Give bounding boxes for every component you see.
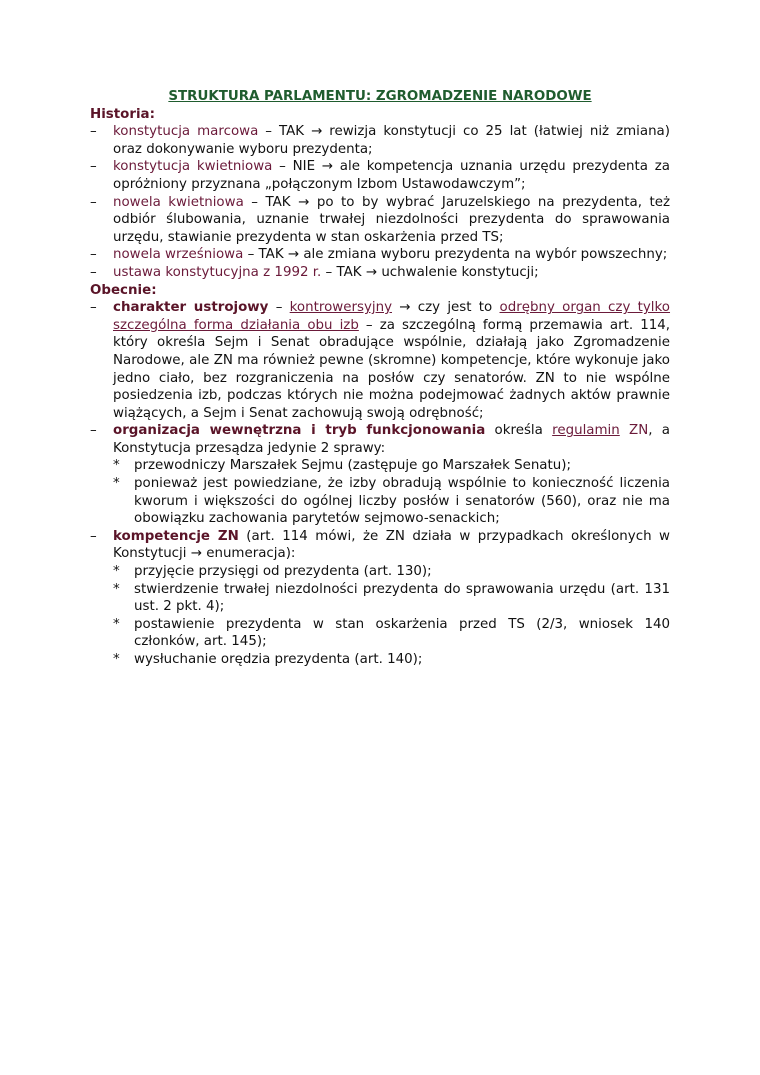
item-text: – NIE → ale kompetencja uznania urzędu prezydenta za opróżniony przyznana „połączonym Izbom Ustawodawczym”; xyxy=(113,159,670,192)
item-text: określa xyxy=(485,423,553,439)
list-item-charakter xyxy=(90,299,670,422)
term-konstytucja-marcowa: konstytucja marcowa xyxy=(113,124,259,140)
obecnie-list xyxy=(90,299,670,668)
term-organizacja: organizacja wewnętrzna i tryb funkcjonowania xyxy=(113,423,486,439)
document-title: STRUKTURA PARLAMENTU: ZGROMADZENIE NARODOWE xyxy=(168,89,592,104)
term-charakter-ustrojowy: charakter ustrojowy xyxy=(113,300,269,316)
list-item xyxy=(90,123,670,158)
separator: – xyxy=(268,300,290,316)
term-kompetencje-zn: kompetencje ZN xyxy=(113,528,239,544)
historia-list xyxy=(90,123,670,281)
item-text: – TAK → uchwalenie konstytucji; xyxy=(321,264,539,280)
item-text: (art. 114 mówi, że ZN działa w przypadkach określonych w Konstytucji → enumeracja): xyxy=(113,528,670,562)
document-page xyxy=(90,88,670,669)
sub-list-item: * wysłuchanie orędzia prezydenta (art. 140); xyxy=(113,651,670,669)
sub-list-item: * stwierdzenie trwałej niezdolności prezydenta do sprawowania urzędu (art. 131 ust. 2 pkt. 4); xyxy=(113,581,670,616)
link-kontrowersyjny[interactable]: kontrowersyjny xyxy=(289,300,392,316)
section-heading-historia: Historia: xyxy=(90,106,155,122)
link-odrebny-organ[interactable]: odrębny organ czy tylko szczególna forma działania obu izb xyxy=(113,300,671,333)
list-item xyxy=(90,194,670,247)
item-text: → czy jest to xyxy=(392,300,500,316)
list-item xyxy=(90,158,670,193)
list-item-kompetencje xyxy=(90,528,670,669)
item-text: – TAK → po to by wybrać Jaruzelskiego na prezydenta, też odbiór ślubowania, uznanie trwałej niezdolności prezydenta do sprawowania urzędu, stawianie prezydenta w stan oskarżenia przed TS; xyxy=(113,194,670,245)
kompetencje-sublist xyxy=(113,563,670,669)
link-regulamin[interactable]: regulamin xyxy=(552,423,620,439)
list-item-organizacja xyxy=(90,422,670,528)
term-nowela-kwietniowa: nowela kwietniowa xyxy=(113,194,244,210)
item-text: – za szczególną formą przemawia art. 114, który określa Sejm i Senat obradujące wspólnie, działają jako Zgromadzenie Narodowe, ale ZN ma również pewne (skromne) kompetencje, które wykonuje jako jedno ciało, bez rozgraniczenia na posłów czy senatorów. ZN to nie wspólne posiedzenia izb, podczas których nie można podejmować żadnych aktów prawnie wiążących, a Sejm i Senat zachowują swoją odrębność; xyxy=(113,317,671,421)
item-text: – TAK → ale zmiana wyboru prezydenta na wybór powszechny; xyxy=(243,247,668,263)
term-nowela-wrzesniowa: nowela wrześniowa xyxy=(113,247,244,263)
term-ustawa-konstytucyjna: ustawa konstytucyjna z 1992 r. xyxy=(113,264,322,280)
list-item xyxy=(90,264,670,282)
section-heading-obecnie: Obecnie: xyxy=(90,282,157,298)
item-text: , a Konstytucja przesądza jedynie 2 sprawy: xyxy=(113,423,670,456)
sub-list-item: * ponieważ jest powiedziane, że izby obradują wspólnie to konieczność liczenia kworum i większości do ogólnej liczby posłów i senatorów (560), oraz nie ma obowiązku zachowania parytetów sejmowo-senackich; xyxy=(113,475,670,528)
term-zn: ZN xyxy=(619,423,649,439)
item-text: – TAK → rewizja konstytucji co 25 lat (łatwiej niż zmiana) oraz dokonywanie wyboru prezydenta; xyxy=(113,124,670,157)
sub-list-item: * przyjęcie przysięgi od prezydenta (art. 130); xyxy=(113,563,670,581)
list-item xyxy=(90,246,670,264)
sub-list-item: * postawienie prezydenta w stan oskarżenia przed TS (2/3, wniosek 140 członków, art. 145); xyxy=(113,616,670,651)
sub-list-item: * przewodniczy Marszałek Sejmu (zastępuje go Marszałek Senatu); xyxy=(113,457,670,475)
term-konstytucja-kwietniowa: konstytucja kwietniowa xyxy=(113,159,273,175)
organizacja-sublist xyxy=(113,457,670,527)
